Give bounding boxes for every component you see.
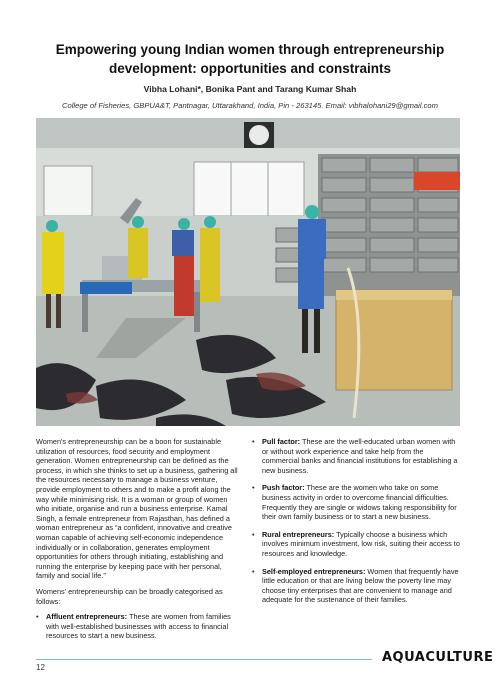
list-item-text: These are women from families with well-established businesses with access to financial resources to start a new business. bbox=[46, 612, 231, 641]
list-item-text: These are the women who take on some business activity in order to overcome financial difficulties. Frequently they are single or widows taking responsibility for their own family business or to start a new business. bbox=[262, 483, 457, 522]
article-affiliation: College of Fisheries, GBPUA&T, Pantnagar, Uttarakhand, India, Pin - 263145. Email: vibhalohani29@gmail.com bbox=[62, 101, 438, 110]
article-title: Empowering young Indian women through entrepreneurship development: opportunities and constraints bbox=[55, 42, 445, 76]
left-column bbox=[36, 437, 241, 649]
bullet-icon: • bbox=[252, 566, 255, 576]
list-item bbox=[36, 612, 241, 641]
intro-paragraph: Women's entrepreneurship can be a boon for sustainable utilization of resources, food security and employment generation. Women entrepreneurship can be defined as the process, in which she thinks to set up a business, gathering all the resources necessary to manage a business venture, provide employment to others and to make a profit along the way while minimising risk. It is a woman or group of women who initiate, organise and run a business enterprise. Kamal Singh, a female entrepreneur from Rajasthan, has defined a woman entrepreneur as “a confident, innovative and creative woman capable of achieving self-economic independence individually or in collaboration, generates employment opportunities for others through initiating, establishing and running the enterprise by keeping pace with her personal, family and social life.” bbox=[36, 437, 238, 581]
bullet-icon: • bbox=[252, 529, 255, 539]
list-item bbox=[252, 567, 462, 605]
page-number: 12 bbox=[36, 663, 45, 672]
list-item bbox=[252, 437, 462, 475]
list-item-term: Affluent entrepreneurs: bbox=[46, 612, 128, 622]
list-item-term: Pull factor: bbox=[262, 437, 301, 446]
list-item bbox=[252, 483, 462, 521]
fish-processing-photo bbox=[36, 118, 460, 426]
categories-intro: Womens' entrepreneurship can be broadly categorised as follows: bbox=[36, 586, 223, 606]
list-item-text: These are the well-educated urban women with or without work experience and take help from the commercial banks and financial institutions for establishing a new business. bbox=[262, 437, 458, 475]
bullet-icon: • bbox=[36, 612, 39, 622]
category-list-right bbox=[252, 437, 462, 605]
list-item bbox=[252, 530, 462, 559]
list-item-term: Push factor: bbox=[262, 483, 305, 493]
list-item-term: Rural entrepreneurs: bbox=[262, 529, 335, 539]
bullet-icon: • bbox=[252, 483, 255, 493]
category-list-left bbox=[36, 612, 241, 641]
list-item-text: Typically choose a business which involves minimum investment, low risk, suiting their access to resources and knowledge. bbox=[262, 529, 460, 558]
right-column bbox=[252, 437, 462, 613]
list-item-text: Women that frequently have little education or that are living below the poverty line may choose tiny enterprises that are convenient to manage and adequate for the sustenance of their families. bbox=[262, 566, 459, 605]
bullet-icon: • bbox=[252, 437, 255, 446]
footer-divider bbox=[36, 659, 372, 660]
article-authors: Vibha Lohani*, Bonika Pant and Tarang Kumar Shah bbox=[143, 84, 357, 94]
list-item-term: Self-employed entrepreneurs: bbox=[262, 566, 366, 576]
magazine-logo: AQUACULTURE bbox=[382, 650, 494, 665]
